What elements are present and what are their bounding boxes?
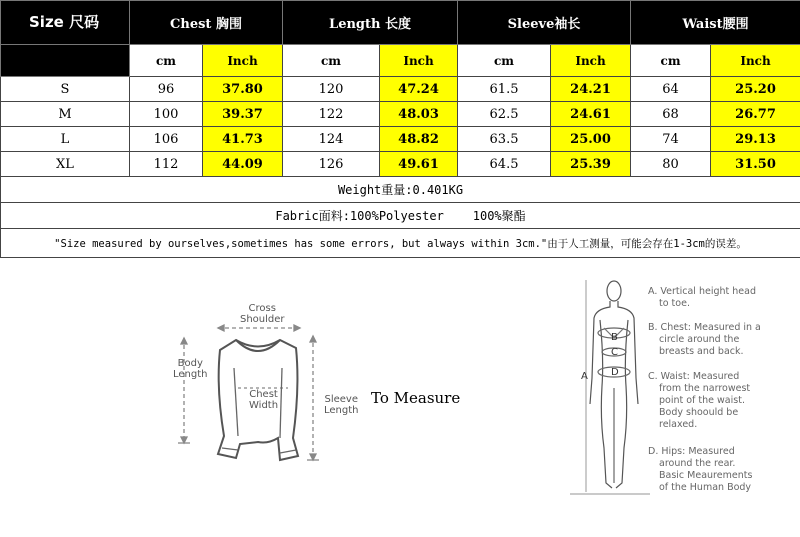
label-line: Length [324,405,359,416]
length-inch: 48.03 [380,102,458,127]
length-inch: 47.24 [380,77,458,102]
table-row [1,127,800,152]
length-cm: 122 [283,102,380,127]
legend-line: C. Waist: Measured [648,371,740,382]
legend-line: around the rear. [659,458,736,469]
size-label: XL [1,152,130,177]
label-line: Chest [249,389,278,400]
sleeve-cm: 64.5 [458,152,551,177]
unit-cm: cm [283,45,380,77]
chest-inch: 39.37 [203,102,283,127]
waist-inch: 25.20 [711,77,800,102]
sleeve-cm: 63.5 [458,127,551,152]
letter-b: B [611,332,618,343]
body-figure [570,278,650,500]
length-cm: 124 [283,127,380,152]
legend-line: circle around the [659,334,740,345]
chest-width-label [249,389,278,411]
waist-inch: 29.13 [711,127,800,152]
legend-line: relaxed. [659,419,698,430]
waist-cm: 80 [631,152,711,177]
sleeve-length-label [324,394,359,416]
table-row [1,77,800,102]
label-line: Sleeve [324,394,358,405]
legend-line: breasts and back. [659,346,744,357]
length-inch: 48.82 [380,127,458,152]
legend-line: A. Vertical height head [648,286,756,297]
length-cm: 126 [283,152,380,177]
size-chart-table [0,0,800,258]
unit-inch: Inch [551,45,631,77]
legend-line: from the narrowest [659,383,751,394]
length-header: Length 长度 [283,1,458,45]
label-line: Width [249,400,279,411]
chest-inch: 37.80 [203,77,283,102]
chest-header: Chest 胸围 [130,1,283,45]
length-cm: 120 [283,77,380,102]
legend-line: B. Chest: Measured in a [648,322,761,333]
legend-c [648,371,778,431]
legend-line: point of the waist. [659,395,745,406]
label-line: Body [177,358,203,369]
legend-line: of the Human Body [659,482,752,493]
unit-inch: Inch [203,45,283,77]
legend-a [648,286,778,310]
legend-line: D. Hips: Measured [648,446,735,457]
legend-line: to toe. [659,298,690,309]
legend-line: Body shoould be [659,407,739,418]
unit-inch: Inch [711,45,800,77]
fabric-row: Fabric面料:100%Polyester 100%聚酯 [1,203,800,229]
sleeve-inch: 25.00 [551,127,631,152]
blank-cell [1,45,130,77]
sleeve-inch: 24.61 [551,102,631,127]
sleeve-inch: 24.21 [551,77,631,102]
chest-inch: 44.09 [203,152,283,177]
label-line: Cross [248,303,276,314]
size-label: L [1,127,130,152]
waist-inch: 26.77 [711,102,800,127]
unit-cm: cm [631,45,711,77]
chest-cm: 112 [130,152,203,177]
waist-cm: 68 [631,102,711,127]
legend-b [648,322,778,358]
sleeve-inch: 25.39 [551,152,631,177]
label-line: Shoulder [240,314,285,325]
chest-cm: 106 [130,127,203,152]
unit-cm: cm [130,45,203,77]
cross-shoulder-label [240,303,285,325]
table-row [1,152,800,177]
sleeve-cm: 62.5 [458,102,551,127]
sleeve-header: Sleeve袖长 [458,1,631,45]
to-measure-heading: To Measure [371,389,461,407]
letter-d: D [611,367,619,378]
chest-inch: 41.73 [203,127,283,152]
label-line: Length [173,369,208,380]
table-row [1,102,800,127]
sleeve-cm: 61.5 [458,77,551,102]
size-note: "Size measured by ourselves,sometimes has some errors, but always within 3cm."由于人工测量，可能会存在1-3cm的误差。 [1,229,800,258]
waist-inch: 31.50 [711,152,800,177]
size-header: Size 尺码 [1,1,130,45]
letter-c: C [611,347,618,358]
unit-cm: cm [458,45,551,77]
chest-cm: 100 [130,102,203,127]
body-length-label [173,358,208,380]
length-inch: 49.61 [380,152,458,177]
unit-inch: Inch [380,45,458,77]
legend-line: Basic Meaurements [659,470,753,481]
weight-row: Weight重量:0.401KG [1,177,800,203]
legend-d [648,446,778,494]
chest-cm: 96 [130,77,203,102]
measure-diagram [0,258,800,537]
waist-header: Waist腰围 [631,1,800,45]
waist-cm: 74 [631,127,711,152]
size-label: S [1,77,130,102]
letter-a: A [581,371,588,382]
size-label: M [1,102,130,127]
sweater-sketch [168,298,368,478]
waist-cm: 64 [631,77,711,102]
